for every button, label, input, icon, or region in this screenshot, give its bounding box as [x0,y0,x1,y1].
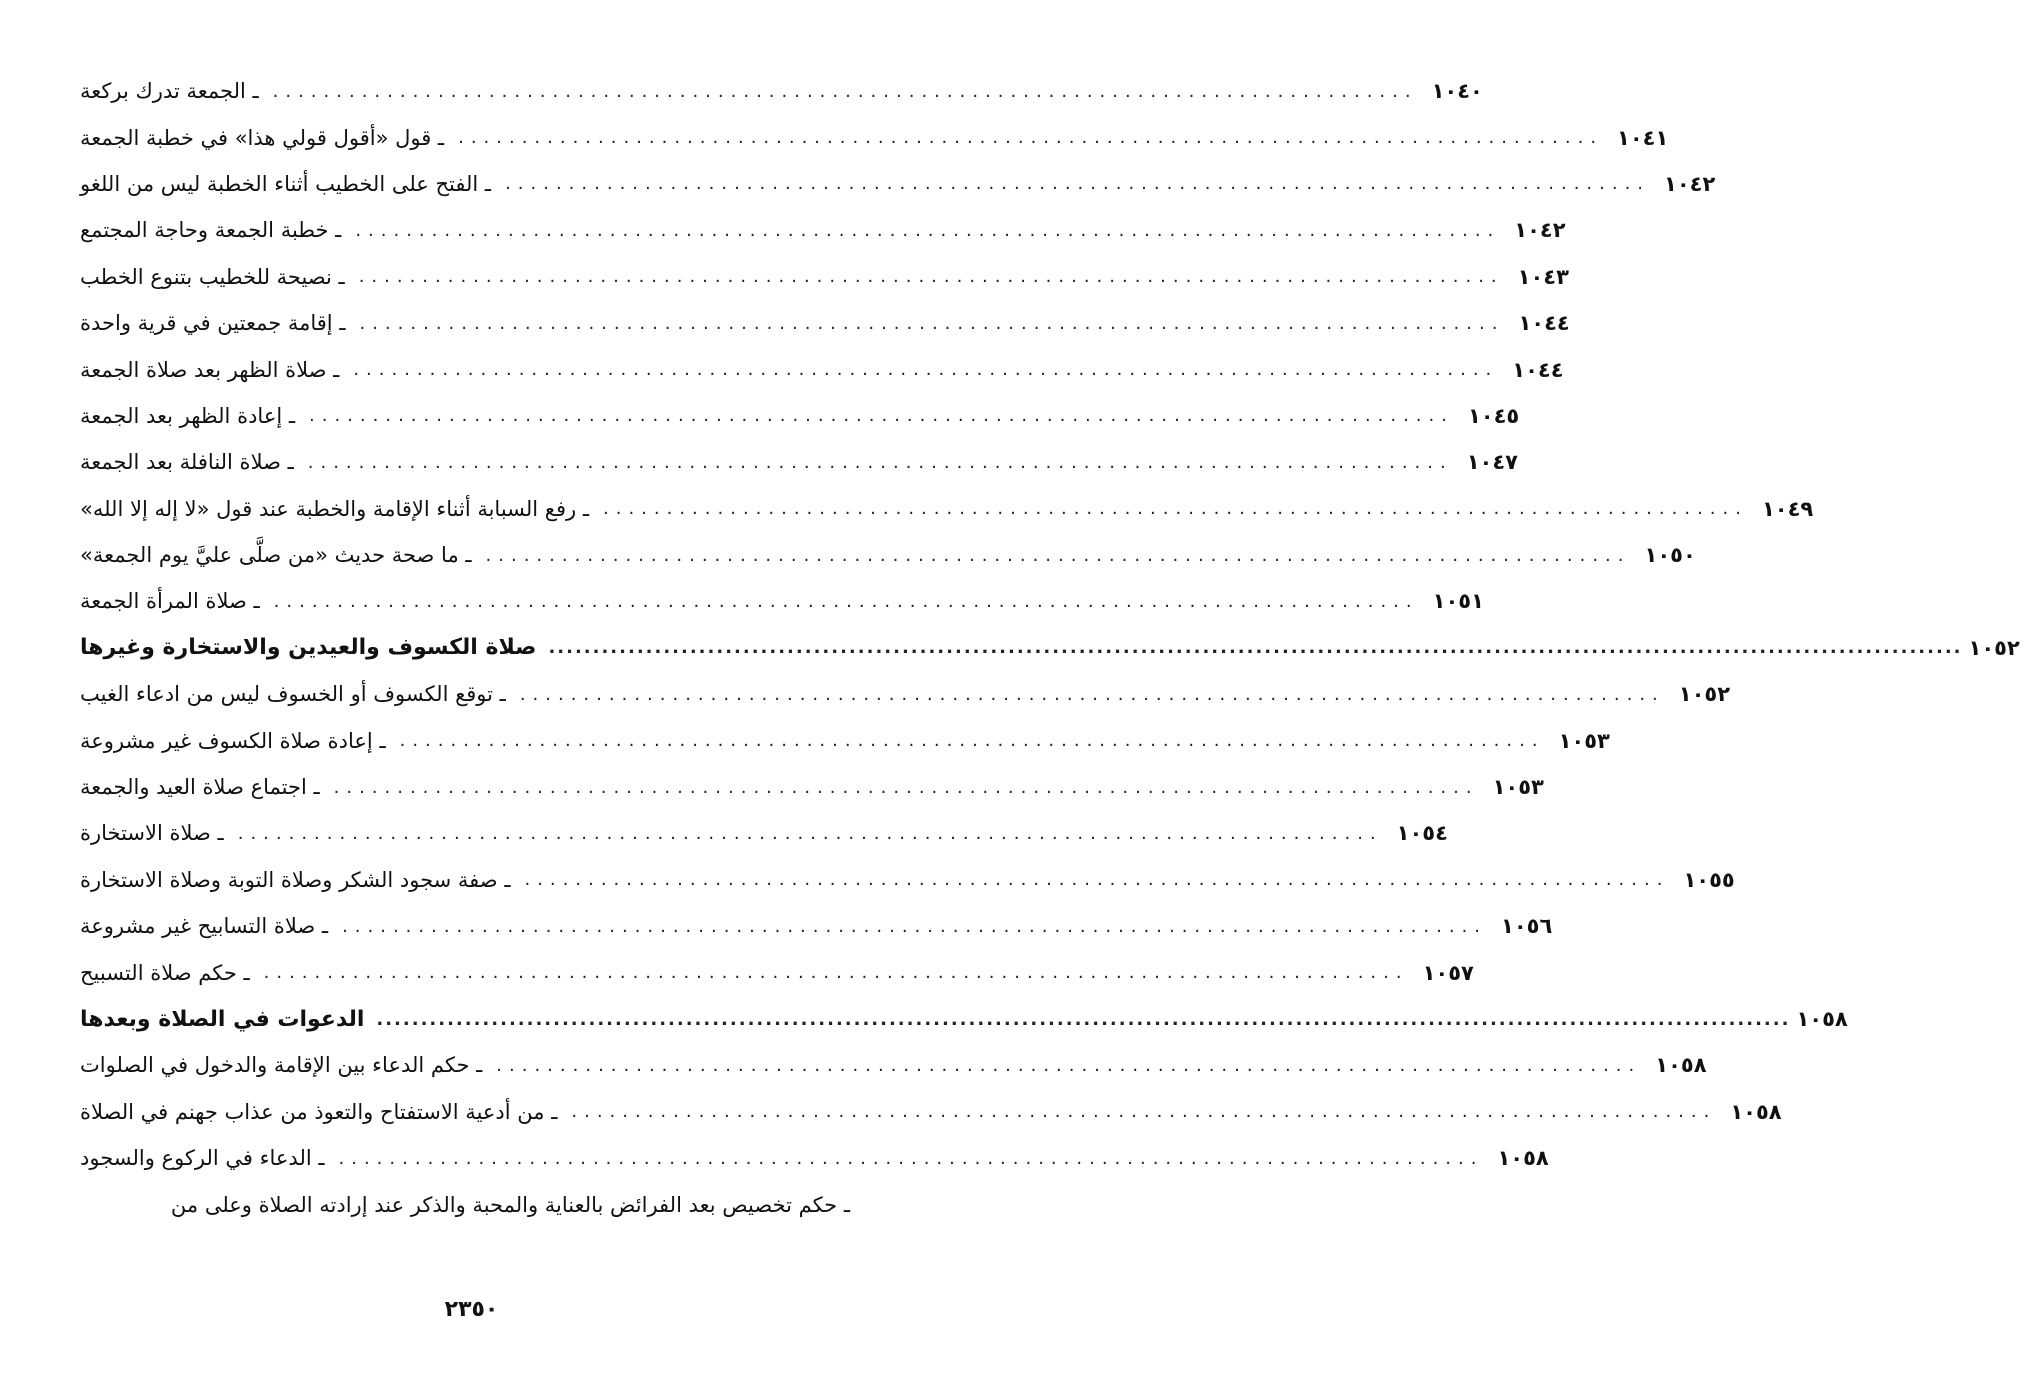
toc-entry [80,300,1570,346]
toc-section-heading [80,996,1848,1042]
toc-entry [80,68,1483,114]
toc-entry-page: ١٠٤٩ [1761,496,1814,521]
toc-entry-page: ١٠٤١ [1617,125,1669,150]
toc-entry-page: ١٠٥١ [1432,589,1484,614]
toc-entry [80,114,1669,160]
toc-entry-title: ـ رفع السبابة أثناء الإقامة والخطبة عند قول «لا إله إلا الله» [80,496,589,521]
toc-entry-title: ـ الدعاء في الركوع والسجود [80,1146,325,1171]
dot-leader: .......................................................................................... [272,80,1418,102]
dot-leader: .......................................................................................... [399,730,1545,752]
toc-entry [80,393,1520,439]
toc-entry-page: ١٠٥٥ [1683,867,1735,892]
toc-entry [80,578,1484,624]
toc-entry [80,532,1696,578]
dot-leader: .......................................................................................... [496,1054,1642,1076]
toc-entry [80,439,1518,485]
dot-leader: .......................................................................................... [519,683,1665,705]
toc-entry [80,810,1448,856]
toc-entry-page: ١٠٤٠ [1431,79,1483,104]
toc-entry-title: ـ الفتح على الخطيب أثناء الخطبة ليس من اللغو [80,171,492,196]
toc-entry [80,949,1474,995]
toc-entry [80,161,1716,207]
toc-entry-title: ـ خطبة الجمعة وحاجة المجتمع [80,218,342,243]
toc-entry-page: ١٠٤٤ [1512,357,1564,382]
toc-entry-page: ١٠٤٣ [1517,264,1569,289]
toc-entry-title: صلاة الكسوف والعيدين والاستخارة وغيرها [80,635,537,661]
toc-entry-title: ـ من أدعية الاستفتاح والتعوذ من عذاب جهنم في الصلاة [80,1099,558,1124]
toc-entry [80,1089,1782,1135]
dot-leader: .......................................................................................... [505,173,1651,195]
toc-entry-page: ١٠٥٧ [1422,960,1474,985]
toc-entry-page: ١٠٥٠ [1644,543,1696,568]
dot-leader: ................................................................................................................................................................ [548,637,1963,659]
toc-entry-title: ـ اجتماع صلاة العيد والجمعة [80,775,320,800]
toc-entry-title: ـ حكم تخصيص بعد الفرائض بالعناية والمحبة والذكر عند إرادته الصلاة وعلى من [170,1192,850,1217]
dot-leader: .......................................................................................... [342,915,1488,937]
toc-entry-title: ـ صفة سجود الشكر وصلاة التوبة وصلاة الاستخارة [80,867,511,892]
toc-entry-page: ١٠٥٦ [1501,914,1553,939]
toc-entry-title: ـ صلاة الاستخارة [80,821,224,846]
dot-leader: .......................................................................................... [309,405,1454,427]
toc-entry [80,671,1731,717]
dot-leader: .......................................................................................... [353,359,1499,381]
dot-leader: .......................................................................................... [359,312,1505,334]
toc-entry-page: ١٠٤٤ [1518,311,1570,336]
toc-entry-title: ـ صلاة الظهر بعد صلاة الجمعة [80,357,340,382]
dot-leader: .......................................................................................... [571,1101,1717,1123]
dot-leader: .......................................................................................... [263,962,1409,984]
toc-entry [80,903,1553,949]
toc-entry [80,254,1569,300]
toc-entry [80,1042,1707,1088]
toc-entry [80,346,1564,392]
toc-entry [80,1181,850,1227]
toc-entry-title: ـ إعادة صلاة الكسوف غير مشروعة [80,728,386,753]
toc-entry-page: ١٠٥٨ [1497,1146,1549,1171]
toc-entry-page: ١٠٥٨ [1796,1007,1848,1031]
toc-entry-title: ـ إقامة جمعتين في قرية واحدة [80,311,346,336]
toc-entry-page: ١٠٤٢ [1664,171,1716,196]
toc-entry-page: ١٠٥٣ [1492,775,1544,800]
page-number: ٢٣٥٠ [444,1297,499,1322]
toc-entry-page: ١٠٥٣ [1558,728,1610,753]
toc-entry-title: ـ صلاة النافلة بعد الجمعة [80,450,294,475]
toc-entry-title: ـ ما صحة حديث «من صلَّى عليَّ يوم الجمعة» [80,543,472,568]
toc-entry-title: ـ صلاة التسابيح غير مشروعة [80,914,329,939]
dot-leader: .......................................................................................... [338,1147,1484,1169]
table-of-contents [80,68,2020,1228]
toc-entry-page: ١٠٥٤ [1396,821,1448,846]
toc-entry-title: ـ إعادة الظهر بعد الجمعة [80,403,296,428]
dot-leader: .......................................................................................... [237,822,1383,844]
toc-entry-page: ١٠٤٢ [1514,218,1566,243]
toc-entry-page: ١٠٥٨ [1655,1053,1707,1078]
toc-entry-page: ١٠٥٢ [1968,635,2020,660]
toc-entry-title: ـ حكم صلاة التسبيح [80,960,250,985]
toc-entry [80,857,1735,903]
dot-leader: ................................................................................................................................................................ [376,1008,1791,1030]
toc-entry [80,1135,1549,1181]
dot-leader: .......................................................................................... [355,219,1501,241]
dot-leader: .......................................................................................... [333,776,1479,798]
toc-entry [80,486,1814,532]
toc-section-heading [80,625,2020,671]
toc-entry-page: ١٠٥٢ [1678,682,1731,707]
dot-leader: .......................................................................................... [273,590,1419,612]
dot-leader: .......................................................................................... [485,544,1631,566]
dot-leader: .......................................................................................... [603,498,1748,520]
toc-entry-title: ـ الجمعة تدرك بركعة [80,79,259,104]
toc-entry-title: ـ قول «أقول قولي هذا» في خطبة الجمعة [80,125,445,150]
dot-leader: .......................................................................................... [307,451,1453,473]
dot-leader: .......................................................................................... [458,127,1604,149]
toc-entry-page: ١٠٤٧ [1466,450,1518,475]
toc-entry-title: ـ نصيحة للخطيب بتنوع الخطب [80,264,345,289]
toc-entry-title: ـ حكم الدعاء بين الإقامة والدخول في الصلوات [80,1053,483,1078]
toc-entry-title: ـ صلاة المرأة الجمعة [80,589,260,614]
toc-entry-page: ١٠٥٨ [1730,1099,1782,1124]
toc-entry-title: ـ توقع الكسوف أو الخسوف ليس من ادعاء الغيب [80,682,506,707]
dot-leader: .......................................................................................... [524,869,1670,891]
dot-leader: .......................................................................................... [358,266,1504,288]
toc-entry-page: ١٠٤٥ [1467,403,1520,428]
toc-entry [80,717,1610,763]
toc-entry [80,764,1544,810]
toc-entry-title: الدعوات في الصلاة وبعدها [80,1006,365,1032]
toc-entry [80,207,1566,253]
